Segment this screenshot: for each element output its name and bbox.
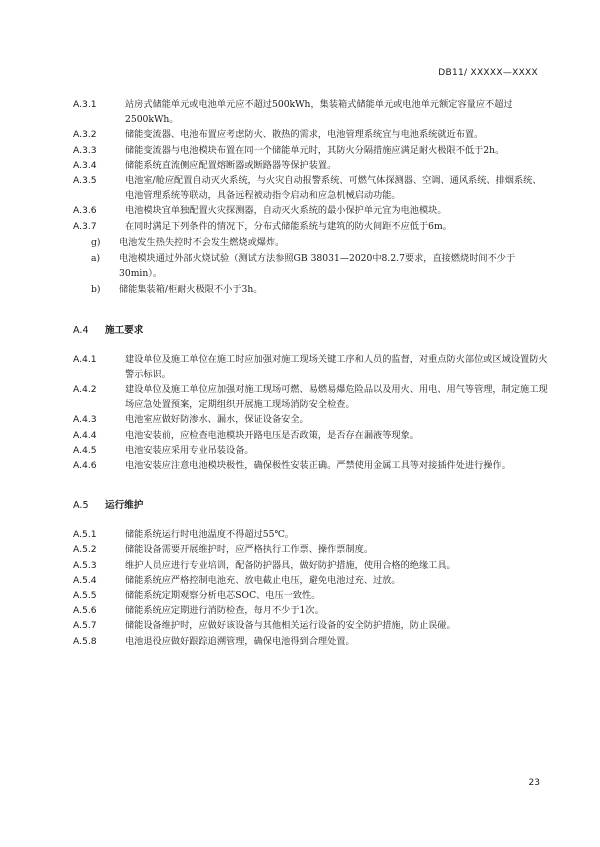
clause-a-5-6: A.5.6 储能系统应定期进行消防检查，每月不少于1次。 bbox=[73, 605, 324, 617]
clause-a-5-5: A.5.5 储能系统定期观察分析电芯SOC、电压一致性。 bbox=[73, 590, 321, 602]
clause-a-5-1: A.5.1 储能系统运行时电池温度不得超过55℃。 bbox=[73, 529, 294, 541]
clause-a-4-6: A.4.6 电池安装应注意电池模块极性，确保极性安装正确。严禁使用金属工具等对接插件处进行操作。 bbox=[73, 460, 511, 472]
clause-a-5-2: A.5.2 储能设备需要开展维护时，应严格执行工作票、操作票制度。 bbox=[73, 544, 374, 556]
clause-a-5-7: A.5.7 储能设备维护时，应做好该设备与其他相关运行设备的安全防护措施，防止误碰。 bbox=[73, 620, 456, 632]
clause-a-4-2: A.4.2 建设单位及施工单位应加强对施工现场可燃、易燃易爆危险品以及用火、用电、用气等管理，制定施工现场应急处置预案，定期组织开展施工现场消防安全检查。 bbox=[73, 384, 548, 411]
clause-a-3-2: A.3.2 储能变流器、电池布置应考虑防火、散热的需求，电池管理系统宜与电池系统就近布置。 bbox=[73, 129, 484, 141]
clause-a-5-3: A.5.3 维护人员应进行专业培训，配备防护器具，做好防护措施，使用合格的绝缘工具。 bbox=[73, 559, 456, 571]
clause-a-4-1: A.4.1 建设单位及施工单位在施工时应加强对施工现场关键工序和人员的监督，对重点防火部位或区域设置防火警示标识。 bbox=[73, 353, 548, 380]
clause-a-4-4: A.4.4 电池安装前，应检查电池模块开路电压是否政策，是否存在漏液等现象。 bbox=[73, 429, 419, 441]
section-heading-a-5: A.5 运行维护 bbox=[73, 500, 144, 512]
condition-item: a) 电池模块通过外部火烧试验（测试方法参照GB 38031—2020中8.2.7要求，直接燃烧时间不少于30min）。 bbox=[91, 253, 516, 280]
clause-a-5-4: A.5.4 储能系统应严格控制电池充、放电截止电压，避免电池过充、过放。 bbox=[73, 574, 401, 586]
clause-a-4-3: A.4.3 电池室应做好防渗水、漏水，保证设备安全。 bbox=[73, 414, 309, 426]
page-number: 23 bbox=[528, 778, 540, 788]
clause-a-4-5: A.4.5 电池安装应采用专业吊装设备。 bbox=[73, 444, 254, 456]
page-content bbox=[73, 97, 548, 649]
document-code-header: DB11/ XXXXX—XXXX bbox=[438, 68, 538, 78]
condition-item: b) 储能集装箱/柜耐火极限不小于3h。 bbox=[91, 284, 263, 296]
clause-a-3-3: A.3.3 储能变流器与电池模块布置在同一个储能单元时，其防火分隔措施应满足耐火极限不低于2h。 bbox=[73, 144, 505, 156]
section-heading-a-4: A.4 施工要求 bbox=[73, 324, 144, 336]
clause-a-3-6: A.3.6 电池模块宜单独配置火灾探测器，自动灭火系统的最小保护单元宜为电池模块。 bbox=[73, 205, 447, 217]
clause-a-3-7: A.3.7 在同时满足下列条件的情况下，分布式储能系统与建筑的防火间距不应低于6m。 bbox=[73, 220, 452, 232]
clause-a-3-1: A.3.1 站房式储能单元或电池单元应不超过500kWh，集装箱式储能单元或电池单元额定容量应不超过2500kWh。 bbox=[73, 99, 513, 126]
clause-a-3-5: A.3.5 电池室/舱应配置自动灭火系统，与火灾自动报警系统、可燃气体探测器、空调、通风系统、排烟系统、电池管理系统等联动，具备远程被动指令启动和应急机械启动功能。 bbox=[73, 175, 542, 202]
condition-item: g) 电池发生热失控时不会发生燃烧或爆炸。 bbox=[91, 236, 285, 248]
clause-a-3-4: A.3.4 储能系统直流侧应配置熔断器或断路器等保护装置。 bbox=[73, 159, 337, 171]
clause-a-5-8: A.5.8 电池退役应做好跟踪追溯管理，确保电池得到合理处置。 bbox=[73, 635, 355, 647]
